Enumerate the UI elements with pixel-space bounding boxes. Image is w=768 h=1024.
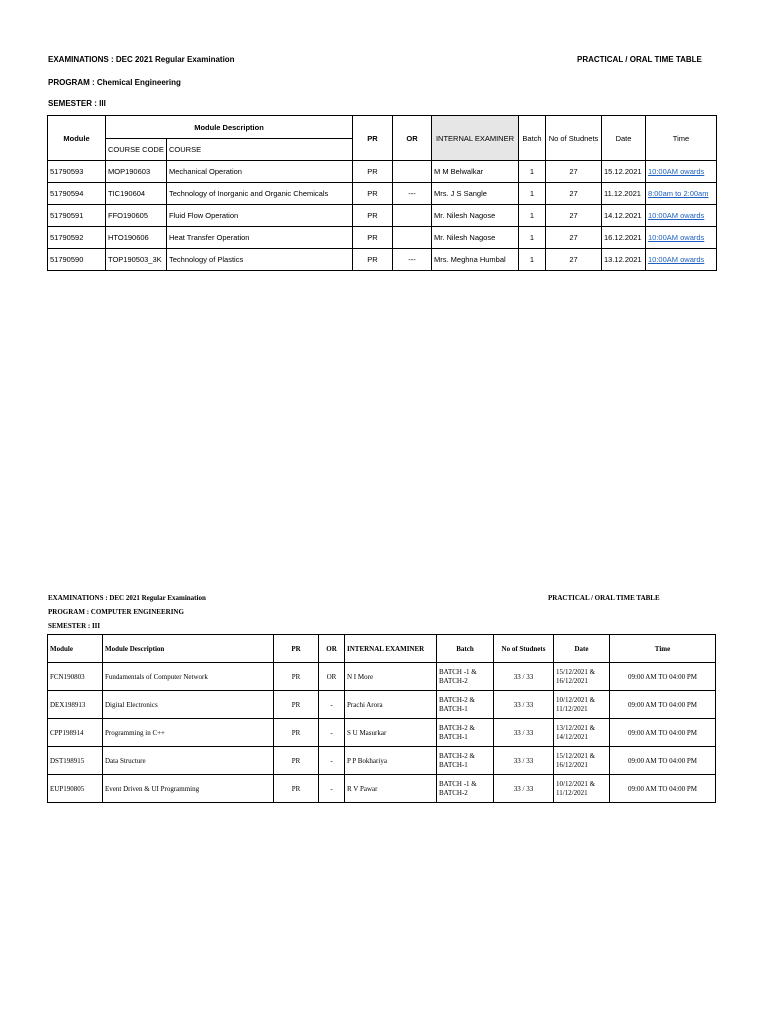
date-cell: 13.12.2021 — [602, 249, 646, 271]
description-cell: Fundamentals of Computer Network — [103, 663, 274, 691]
col-students: No of Studnets — [494, 635, 554, 663]
col-or: OR — [393, 116, 432, 161]
time-link[interactable]: 8:00am to 2:00am — [648, 189, 709, 198]
or-cell: - — [319, 747, 345, 775]
time-link[interactable]: 10:00AM owards — [648, 233, 705, 242]
examiner-cell: P P Bokhariya — [345, 747, 437, 775]
date-cell: 16.12.2021 — [602, 227, 646, 249]
time-link[interactable]: 10:00AM owards — [648, 255, 705, 264]
table-row — [48, 747, 716, 775]
pr-cell: PR — [353, 227, 393, 249]
pr-cell: PR — [274, 775, 319, 803]
students-cell: 27 — [546, 161, 602, 183]
module-cell: 51790591 — [48, 205, 106, 227]
module-cell: CPP198914 — [48, 719, 103, 747]
pr-cell: PR — [353, 205, 393, 227]
module-cell: FCN190803 — [48, 663, 103, 691]
students-cell: 27 — [546, 183, 602, 205]
col-students: No of Studnets — [546, 116, 602, 161]
examiner-cell: N I More — [345, 663, 437, 691]
module-cell: 51790594 — [48, 183, 106, 205]
table-row — [48, 161, 717, 183]
batch-cell: BATCH -1 & BATCH-2 — [437, 663, 494, 691]
or-cell — [393, 161, 432, 183]
module-cell: DST198915 — [48, 747, 103, 775]
program-label-2: PROGRAM : COMPUTER ENGINEERING — [48, 608, 184, 616]
students-cell: 33 / 33 — [494, 747, 554, 775]
date-cell: 10/12/2021 & 11/12/2021 — [554, 691, 610, 719]
time-link[interactable]: 10:00AM owards — [648, 167, 705, 176]
semester-label: SEMESTER : III — [48, 99, 106, 108]
date-cell: 14.12.2021 — [602, 205, 646, 227]
timetable-title-2: PRACTICAL / ORAL TIME TABLE — [548, 594, 660, 602]
time-cell: 09:00 AM TO 04:00 PM — [610, 719, 716, 747]
col-time: Time — [610, 635, 716, 663]
course-cell: Technology of Inorganic and Organic Chemicals — [167, 183, 353, 205]
col-or: OR — [319, 635, 345, 663]
pr-cell: PR — [274, 663, 319, 691]
examiner-cell: Mrs. J S Sangle — [432, 183, 519, 205]
module-cell: 51790590 — [48, 249, 106, 271]
course-code-cell: MOP190603 — [106, 161, 167, 183]
pr-cell: PR — [274, 747, 319, 775]
semester-label-2: SEMESTER : III — [48, 622, 101, 630]
date-cell: 15/12/2021 & 16/12/2021 — [554, 747, 610, 775]
col-date: Date — [602, 116, 646, 161]
table-row — [48, 691, 716, 719]
date-cell: 13/12/2021 & 14/12/2021 — [554, 719, 610, 747]
pr-cell: PR — [274, 719, 319, 747]
course-cell: Technology of Plastics — [167, 249, 353, 271]
or-cell — [393, 205, 432, 227]
examiner-cell: Mr. Nilesh Nagose — [432, 205, 519, 227]
exam-title: EXAMINATIONS : DEC 2021 Regular Examination — [48, 55, 235, 64]
program-label: PROGRAM : Chemical Engineering — [48, 78, 181, 87]
batch-cell: BATCH-2 & BATCH-1 — [437, 719, 494, 747]
col-module: Module — [48, 635, 103, 663]
module-cell: DEX198913 — [48, 691, 103, 719]
description-cell: Programming in C++ — [103, 719, 274, 747]
col-batch: Batch — [519, 116, 546, 161]
description-cell: Data Structure — [103, 747, 274, 775]
batch-cell: 1 — [519, 249, 546, 271]
col-module-description: Module Description — [106, 116, 353, 139]
examiner-cell: Prachi Arora — [345, 691, 437, 719]
examiner-cell: Mrs. Meghna Humbal — [432, 249, 519, 271]
date-cell: 15.12.2021 — [602, 161, 646, 183]
course-cell: Heat Transfer Operation — [167, 227, 353, 249]
or-cell: - — [319, 719, 345, 747]
or-cell: - — [319, 775, 345, 803]
students-cell: 27 — [546, 227, 602, 249]
time-cell: 09:00 AM TO 04:00 PM — [610, 691, 716, 719]
examiner-cell: S U Masurkar — [345, 719, 437, 747]
date-cell: 15/12/2021 & 16/12/2021 — [554, 663, 610, 691]
col-course: COURSE — [167, 139, 353, 161]
col-time: Time — [646, 116, 717, 161]
table-row — [48, 205, 717, 227]
batch-cell: BATCH -1 & BATCH-2 — [437, 775, 494, 803]
course-code-cell: FFO190605 — [106, 205, 167, 227]
date-cell: 10/12/2021 & 11/12/2021 — [554, 775, 610, 803]
students-cell: 33 / 33 — [494, 719, 554, 747]
course-cell: Fluid Flow Operation — [167, 205, 353, 227]
batch-cell: 1 — [519, 161, 546, 183]
col-internal-examiner: INTERNAL EXAMINER — [345, 635, 437, 663]
time-cell: 09:00 AM TO 04:00 PM — [610, 747, 716, 775]
students-cell: 27 — [546, 205, 602, 227]
course-code-cell: TOP190503_3K — [106, 249, 167, 271]
module-cell: 51790593 — [48, 161, 106, 183]
pr-cell: PR — [353, 183, 393, 205]
course-cell: Mechanical Operation — [167, 161, 353, 183]
col-module-description: Module Description — [103, 635, 274, 663]
col-pr: PR — [274, 635, 319, 663]
or-cell: --- — [393, 249, 432, 271]
batch-cell: 1 — [519, 227, 546, 249]
or-cell — [393, 227, 432, 249]
batch-cell: 1 — [519, 183, 546, 205]
table-row — [48, 663, 716, 691]
batch-cell: 1 — [519, 205, 546, 227]
or-cell: --- — [393, 183, 432, 205]
computer-timetable — [47, 634, 716, 803]
chemical-timetable — [47, 115, 717, 271]
examiner-cell: R V Pawar — [345, 775, 437, 803]
table-row — [48, 719, 716, 747]
course-code-cell: TIC190604 — [106, 183, 167, 205]
col-course-code: COURSE CODE — [106, 139, 167, 161]
col-internal-examiner: INTERNAL EXAMINER — [432, 116, 519, 161]
table-row — [48, 775, 716, 803]
date-cell: 11.12.2021 — [602, 183, 646, 205]
students-cell: 33 / 33 — [494, 691, 554, 719]
table-row — [48, 249, 717, 271]
col-pr: PR — [353, 116, 393, 161]
batch-cell: BATCH-2 & BATCH-1 — [437, 691, 494, 719]
students-cell: 27 — [546, 249, 602, 271]
or-cell: - — [319, 691, 345, 719]
or-cell: OR — [319, 663, 345, 691]
students-cell: 33 / 33 — [494, 775, 554, 803]
course-code-cell: HTO190606 — [106, 227, 167, 249]
exam-title-2: EXAMINATIONS : DEC 2021 Regular Examination — [48, 594, 206, 602]
col-batch: Batch — [437, 635, 494, 663]
col-date: Date — [554, 635, 610, 663]
examiner-cell: M M Belwalkar — [432, 161, 519, 183]
time-cell: 09:00 AM TO 04:00 PM — [610, 663, 716, 691]
pr-cell: PR — [353, 249, 393, 271]
description-cell: Event Driven & UI Programming — [103, 775, 274, 803]
timetable-title: PRACTICAL / ORAL TIME TABLE — [577, 55, 702, 64]
examiner-cell: Mr. Nilesh Nagose — [432, 227, 519, 249]
pr-cell: PR — [353, 161, 393, 183]
students-cell: 33 / 33 — [494, 663, 554, 691]
time-link[interactable]: 10:00AM owards — [648, 211, 705, 220]
module-cell: 51790592 — [48, 227, 106, 249]
table-row — [48, 227, 717, 249]
module-cell: EUP190805 — [48, 775, 103, 803]
pr-cell: PR — [274, 691, 319, 719]
description-cell: Digital Electronics — [103, 691, 274, 719]
time-cell: 09:00 AM TO 04:00 PM — [610, 775, 716, 803]
table-row — [48, 183, 717, 205]
col-module: Module — [48, 116, 106, 161]
batch-cell: BATCH-2 & BATCH-1 — [437, 747, 494, 775]
